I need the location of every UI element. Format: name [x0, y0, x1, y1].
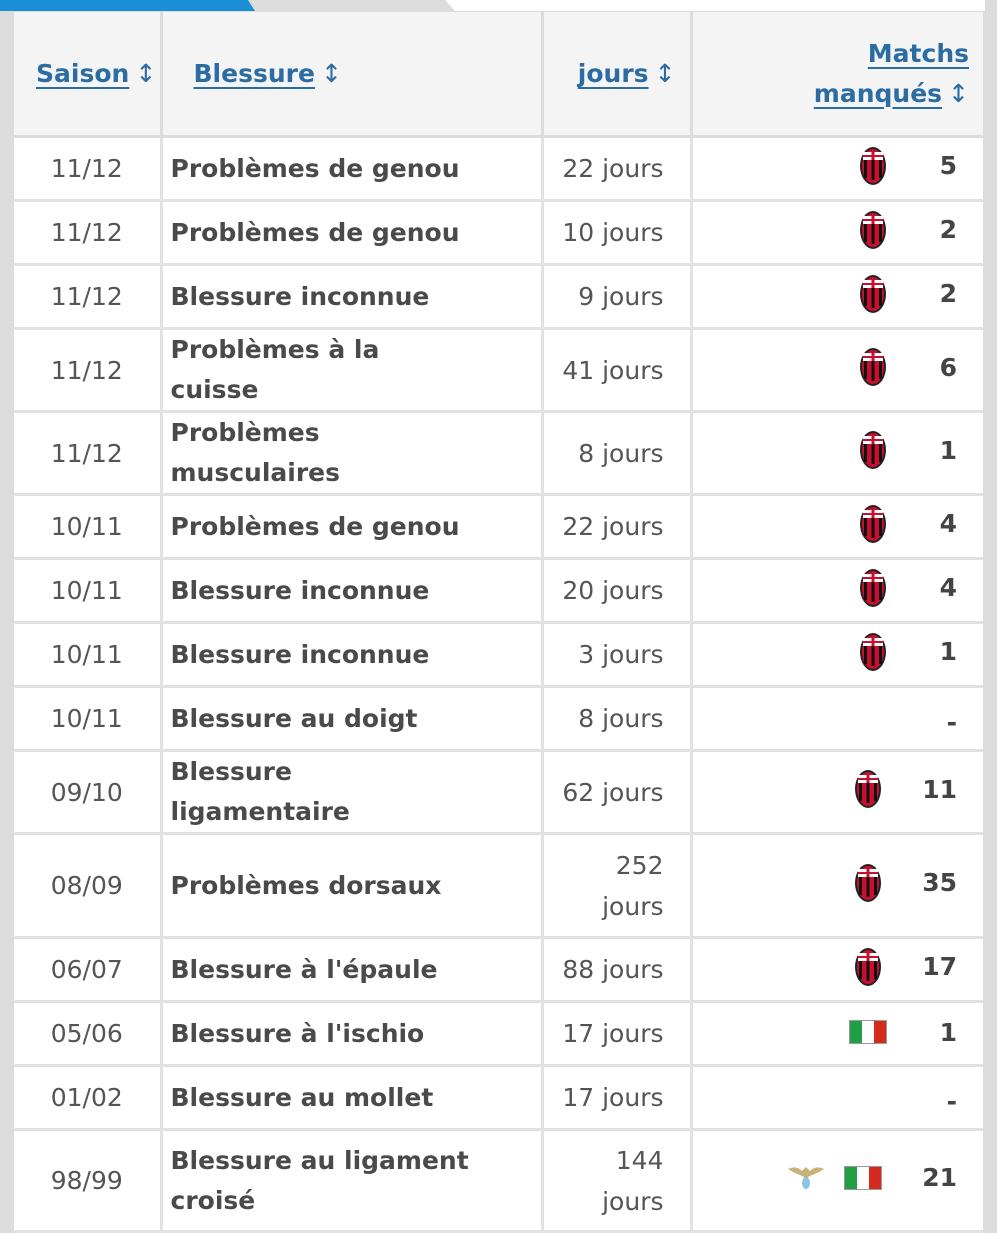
table-row [14, 687, 983, 751]
table-row [14, 938, 983, 1002]
table-body [14, 137, 983, 1232]
blessure-value: Problèmes à la cuisse [170, 335, 380, 404]
sort-arrows-icon[interactable]: ↕ [948, 78, 969, 108]
jours-value: 8 jours [578, 704, 664, 733]
blessure-cell [161, 623, 542, 687]
jours-value: 41 jours [562, 355, 664, 385]
jours-value: 17 jours [562, 1083, 664, 1112]
matchs-value: 21 [922, 1163, 957, 1192]
saison-value: 10/11 [50, 512, 123, 541]
club-icons [849, 1020, 887, 1044]
matchs-cell [691, 1002, 983, 1066]
matchs-cell [691, 834, 983, 938]
blessure-cell [161, 412, 542, 495]
matchs-value: 35 [922, 868, 957, 897]
table-row [14, 329, 983, 412]
table-row [14, 751, 983, 834]
table-row [14, 1066, 983, 1130]
matchs-cell [691, 559, 983, 623]
matchs-value: 1 [939, 1017, 957, 1047]
header-jours [542, 12, 691, 137]
jours-cell [542, 137, 691, 201]
matchs-value: 1 [939, 637, 957, 666]
matchs-value: 4 [939, 573, 957, 602]
club-icons [854, 769, 882, 809]
saison-cell [14, 751, 161, 834]
matchs-value: - [946, 1087, 957, 1117]
matchs-value: 4 [939, 509, 957, 538]
blessure-cell [161, 559, 542, 623]
jours-value: 88 jours [562, 955, 664, 984]
blessure-cell [161, 329, 542, 412]
table-row [14, 1002, 983, 1066]
jours-cell [542, 1130, 691, 1232]
blessure-cell [161, 834, 542, 938]
table-row [14, 412, 983, 495]
saison-cell [14, 559, 161, 623]
saison-value: 09/10 [50, 777, 123, 807]
club-icons [859, 568, 887, 608]
jours-cell [542, 834, 691, 938]
jours-value: 252 jours [602, 850, 664, 921]
jours-value: 10 jours [562, 218, 664, 247]
club-icons [859, 430, 887, 470]
matchs-cell [691, 1066, 983, 1130]
blessure-value: Blessure au doigt [170, 703, 418, 733]
saison-value: 11/12 [50, 355, 123, 385]
ac-milan-crest-icon [859, 568, 887, 608]
ac-milan-crest-icon [859, 274, 887, 314]
ac-milan-crest-icon [854, 947, 882, 987]
matchs-cell [691, 265, 983, 329]
club-icons [859, 347, 887, 387]
injury-table-container [14, 12, 983, 1233]
table-row [14, 834, 983, 938]
blessure-cell [161, 1002, 542, 1066]
matchs-value: 2 [939, 279, 957, 308]
saison-value: 06/07 [50, 955, 123, 984]
injury-table [14, 12, 983, 1233]
saison-value: 11/12 [50, 218, 123, 247]
saison-value: 10/11 [50, 704, 123, 733]
blessure-cell [161, 265, 542, 329]
saison-value: 11/12 [50, 282, 123, 311]
blessure-value: Blessure à l'épaule [170, 954, 438, 984]
jours-cell [542, 1066, 691, 1130]
saison-value: 11/12 [50, 154, 123, 183]
ac-milan-crest-icon [854, 863, 882, 903]
saison-cell [14, 201, 161, 265]
saison-cell [14, 687, 161, 751]
jours-cell [542, 265, 691, 329]
matchs-value: 17 [922, 952, 957, 981]
jours-cell [542, 751, 691, 834]
blessure-value: Blessure à l'ischio [170, 1018, 425, 1048]
saison-cell [14, 412, 161, 495]
header-matchs-manques [691, 12, 983, 137]
table-row [14, 137, 983, 201]
blessure-cell [161, 137, 542, 201]
matchs-value: 1 [939, 435, 957, 465]
blessure-cell [161, 687, 542, 751]
jours-value: 22 jours [562, 154, 664, 183]
club-icons [854, 947, 882, 987]
sort-matchs-link-line1[interactable]: Matchs [867, 38, 969, 68]
header-blessure [161, 12, 542, 137]
blessure-value: Blessure inconnue [170, 281, 430, 311]
saison-value: 11/12 [50, 438, 123, 468]
saison-value: 05/06 [50, 1019, 123, 1048]
matchs-cell [691, 687, 983, 751]
saison-cell [14, 1066, 161, 1130]
saison-cell [14, 495, 161, 559]
ac-milan-crest-icon [859, 210, 887, 250]
saison-cell [14, 329, 161, 412]
jours-value: 17 jours [562, 1019, 664, 1048]
saison-cell [14, 137, 161, 201]
ac-milan-crest-icon [859, 504, 887, 544]
jours-value: 20 jours [562, 576, 664, 605]
saison-value: 98/99 [50, 1166, 123, 1195]
jours-value: 8 jours [578, 438, 664, 468]
matchs-value: 2 [939, 215, 957, 244]
jours-cell [542, 559, 691, 623]
ac-milan-crest-icon [859, 632, 887, 672]
blessure-value: Blessure inconnue [170, 639, 430, 669]
saison-value: 10/11 [50, 640, 123, 669]
blessure-cell [161, 495, 542, 559]
ac-milan-crest-icon [859, 146, 887, 186]
saison-cell [14, 938, 161, 1002]
saison-value: 10/11 [50, 576, 123, 605]
ac-milan-crest-icon [859, 347, 887, 387]
ac-milan-crest-icon [859, 430, 887, 470]
club-icons [859, 210, 887, 250]
sort-blessure-link[interactable]: Blessure [193, 59, 315, 88]
tab-active[interactable] [0, 0, 255, 11]
jours-cell [542, 201, 691, 265]
jours-value: 144 jours [602, 1145, 664, 1216]
tab-inactive[interactable] [445, 0, 985, 11]
blessure-value: Blessure au mollet [170, 1082, 434, 1112]
sort-jours-link[interactable]: jours [577, 59, 649, 88]
matchs-value: 11 [922, 774, 957, 804]
italy-flag-icon [844, 1166, 882, 1190]
saison-cell [14, 265, 161, 329]
matchs-value: 6 [939, 352, 957, 382]
saison-value: 01/02 [50, 1083, 123, 1112]
blessure-value: Blessure inconnue [170, 575, 430, 605]
matchs-cell [691, 938, 983, 1002]
blessure-value: Blessure ligamentaire [170, 757, 350, 826]
jours-value: 22 jours [562, 512, 664, 541]
blessure-cell [161, 1066, 542, 1130]
jours-cell [542, 687, 691, 751]
matchs-cell [691, 751, 983, 834]
blessure-value: Problèmes de genou [170, 511, 460, 541]
sort-arrows-icon[interactable]: ↕ [654, 59, 676, 88]
blessure-cell [161, 751, 542, 834]
sort-matchs-link-line2[interactable]: manqués [813, 78, 943, 108]
matchs-cell [691, 1130, 983, 1232]
tab-strip [0, 0, 997, 12]
table-row [14, 495, 983, 559]
table-row [14, 623, 983, 687]
jours-cell [542, 412, 691, 495]
club-icons [859, 274, 887, 314]
table-header [14, 12, 983, 137]
blessure-cell [161, 201, 542, 265]
club-icons [854, 863, 882, 903]
saison-cell [14, 1002, 161, 1066]
lazio-eagle-icon [786, 1163, 826, 1193]
club-icons [859, 632, 887, 672]
table-row [14, 559, 983, 623]
matchs-cell [691, 201, 983, 265]
jours-cell [542, 329, 691, 412]
matchs-cell [691, 412, 983, 495]
jours-value: 9 jours [578, 282, 664, 311]
saison-cell [14, 623, 161, 687]
matchs-cell [691, 495, 983, 559]
jours-value: 62 jours [562, 777, 664, 807]
blessure-value: Problèmes musculaires [170, 418, 341, 487]
matchs-value: - [946, 708, 957, 738]
table-row [14, 201, 983, 265]
sort-saison-link[interactable]: Saison [36, 59, 130, 88]
blessure-value: Problèmes dorsaux [170, 870, 442, 900]
table-row [14, 265, 983, 329]
blessure-cell [161, 1130, 542, 1232]
table-row [14, 1130, 983, 1232]
saison-value: 08/09 [50, 871, 123, 900]
blessure-value: Blessure au ligament croisé [170, 1145, 469, 1215]
header-saison [14, 12, 161, 137]
blessure-value: Problèmes de genou [170, 217, 460, 247]
jours-cell [542, 495, 691, 559]
blessure-value: Problèmes de genou [170, 153, 460, 183]
sort-arrows-icon[interactable]: ↕ [320, 59, 342, 88]
matchs-cell [691, 623, 983, 687]
blessure-cell [161, 938, 542, 1002]
matchs-cell [691, 329, 983, 412]
ac-milan-crest-icon [854, 769, 882, 809]
saison-cell [14, 1130, 161, 1232]
jours-cell [542, 623, 691, 687]
saison-cell [14, 834, 161, 938]
jours-cell [542, 1002, 691, 1066]
club-icons [859, 146, 887, 186]
italy-flag-icon [849, 1020, 887, 1044]
jours-cell [542, 938, 691, 1002]
sort-arrows-icon[interactable]: ↕ [135, 59, 157, 88]
matchs-cell [691, 137, 983, 201]
club-icons [859, 504, 887, 544]
matchs-value: 5 [939, 151, 957, 180]
jours-value: 3 jours [578, 640, 664, 669]
club-icons [786, 1163, 882, 1193]
